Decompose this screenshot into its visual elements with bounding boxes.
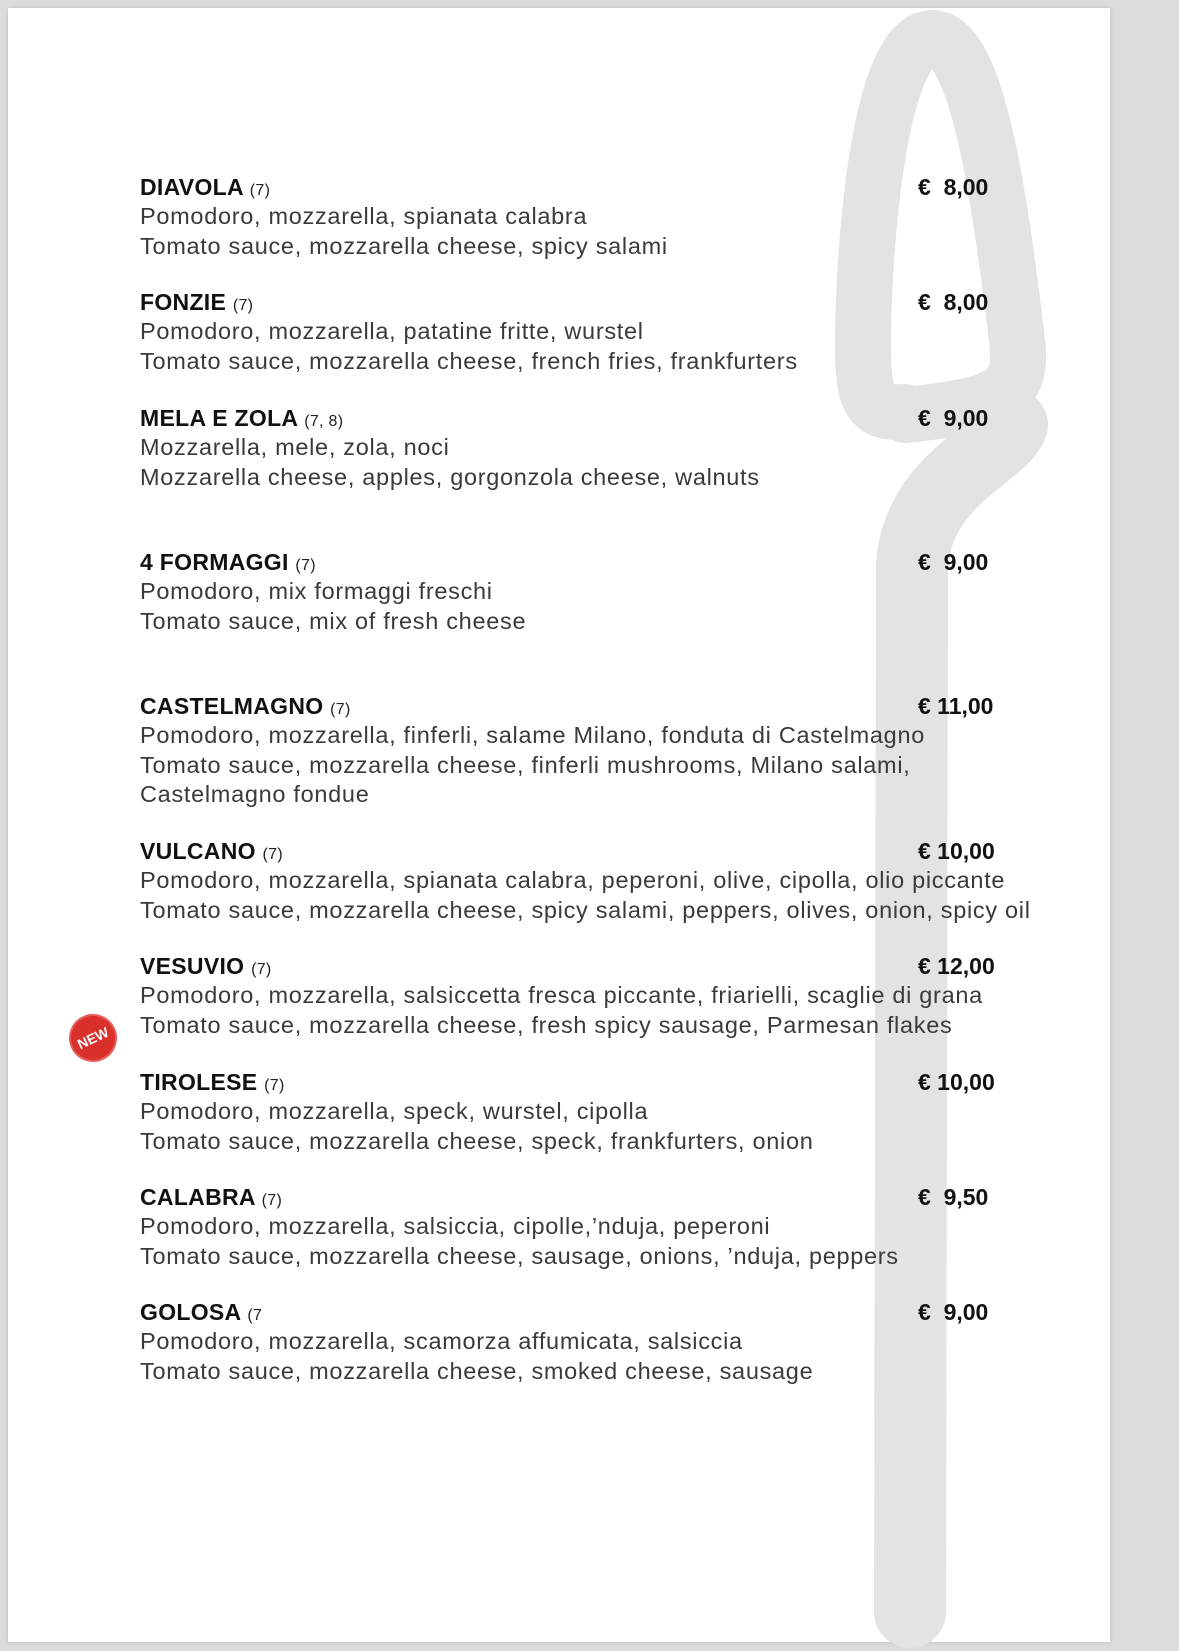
item-title: CASTELMAGNO bbox=[140, 693, 324, 719]
item-allergens: (7) bbox=[232, 297, 254, 314]
item-price: € 12,00 bbox=[918, 953, 995, 979]
item-title: TIROLESE bbox=[140, 1069, 258, 1095]
item-price: € 9,50 bbox=[918, 1184, 989, 1210]
new-badge-label: NEW bbox=[74, 1023, 112, 1053]
item-description-it: Pomodoro, mozzarella, speck, wurstel, cipolla bbox=[140, 1098, 649, 1124]
item-description-it: Pomodoro, mozzarella, finferli, salame Milano, fonduta di Castelmagno bbox=[140, 722, 925, 748]
item-allergens: (7) bbox=[264, 1077, 285, 1094]
item-description-en: Tomato sauce, mozzarella cheese, sausage, onions, ’nduja, peppers bbox=[140, 1242, 899, 1269]
item-title: DIAVOLA bbox=[140, 174, 244, 200]
item-price: € 10,00 bbox=[918, 1069, 995, 1095]
item-description-en: Tomato sauce, mozzarella cheese, smoked cheese, sausage bbox=[140, 1357, 814, 1384]
item-description-it: Pomodoro, mozzarella, patatine fritte, wurstel bbox=[140, 318, 644, 344]
item-price: € 8,00 bbox=[918, 174, 989, 200]
menu-item bbox=[140, 951, 1120, 1040]
item-description-it: Pomodoro, mozzarella, spianata calabra bbox=[140, 203, 588, 229]
menu-item bbox=[140, 547, 1120, 636]
item-allergens: (7) bbox=[249, 182, 271, 199]
item-description-en: Tomato sauce, mozzarella cheese, fresh spicy sausage, Parmesan flakes bbox=[140, 1011, 953, 1038]
menu-item bbox=[140, 1182, 1120, 1271]
menu-item bbox=[140, 287, 1120, 376]
item-description-it: Pomodoro, mix formaggi freschi bbox=[140, 578, 493, 604]
item-description-en: Tomato sauce, mix of fresh cheese bbox=[140, 607, 527, 634]
item-description-en: Tomato sauce, mozzarella cheese, spicy salami, peppers, olives, onion, spicy oil bbox=[140, 896, 1031, 923]
item-allergens: (7) bbox=[330, 701, 351, 718]
item-description-en: Tomato sauce, mozzarella cheese, finferli mushrooms, Milano salami, bbox=[140, 751, 911, 778]
item-description-it: Pomodoro, mozzarella, scamorza affumicata, salsiccia bbox=[140, 1328, 743, 1354]
item-price: € 9,00 bbox=[918, 549, 989, 575]
item-description-it: Mozzarella, mele, zola, noci bbox=[140, 434, 450, 460]
menu-item bbox=[140, 1067, 1120, 1156]
menu-item bbox=[140, 1297, 1120, 1386]
item-price: € 8,00 bbox=[918, 289, 989, 315]
item-title: 4 FORMAGGI bbox=[140, 549, 289, 575]
item-allergens: (7) bbox=[261, 1192, 283, 1209]
item-description-en: Castelmagno fondue bbox=[140, 781, 370, 807]
item-title: GOLOSA bbox=[140, 1299, 241, 1325]
item-title: VULCANO bbox=[140, 838, 256, 864]
item-allergens: (7) bbox=[262, 846, 283, 863]
item-description-en: Mozzarella cheese, apples, gorgonzola cheese, walnuts bbox=[140, 463, 760, 490]
menu-item bbox=[140, 691, 1120, 810]
item-price: € 9,00 bbox=[918, 1299, 989, 1325]
item-description-it: Pomodoro, mozzarella, spianata calabra, peperoni, olive, cipolla, olio piccante bbox=[140, 867, 1006, 893]
item-title: MELA E ZOLA bbox=[140, 405, 298, 431]
item-allergens: (7 bbox=[247, 1307, 263, 1324]
item-description-it: Pomodoro, mozzarella, salsiccetta fresca piccante, friarielli, scaglie di grana bbox=[140, 982, 983, 1008]
item-description-en: Tomato sauce, mozzarella cheese, spicy salami bbox=[140, 232, 668, 259]
menu-item bbox=[140, 836, 1120, 925]
item-title: FONZIE bbox=[140, 289, 227, 315]
item-title: CALABRA bbox=[140, 1184, 255, 1210]
item-price: € 10,00 bbox=[918, 838, 995, 864]
item-allergens: (7) bbox=[295, 557, 316, 574]
item-title: VESUVIO bbox=[140, 953, 245, 979]
menu-item bbox=[140, 403, 1120, 492]
item-description-en: Tomato sauce, mozzarella cheese, french fries, frankfurters bbox=[140, 347, 798, 374]
item-description-en: Tomato sauce, mozzarella cheese, speck, frankfurters, onion bbox=[140, 1127, 814, 1154]
item-price: € 11,00 bbox=[918, 693, 994, 719]
item-description-it: Pomodoro, mozzarella, salsiccia, cipolle,’nduja, peperoni bbox=[140, 1213, 771, 1239]
item-allergens: (7, 8) bbox=[304, 413, 344, 430]
menu-item bbox=[140, 172, 1120, 261]
item-allergens: (7) bbox=[251, 961, 272, 978]
item-price: € 9,00 bbox=[918, 405, 989, 431]
